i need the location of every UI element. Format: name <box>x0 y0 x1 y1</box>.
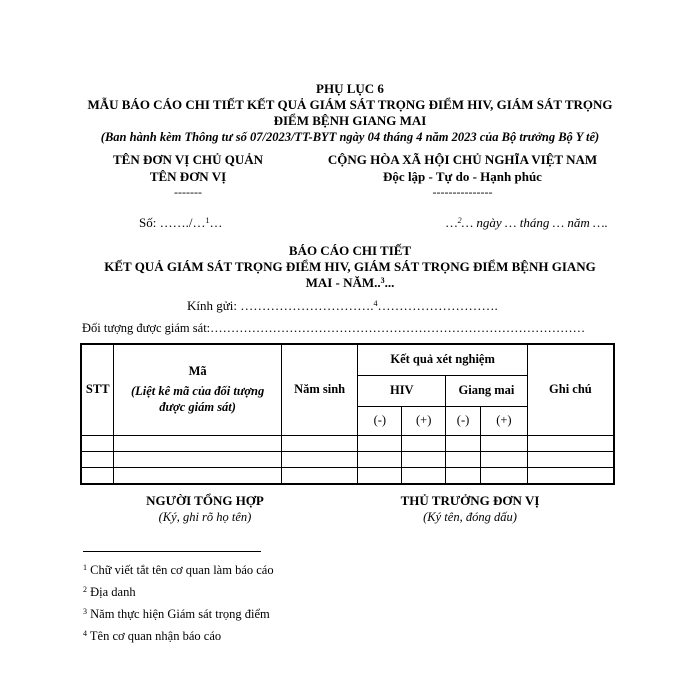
table-row <box>81 435 614 451</box>
form-subtitle-line2: ĐIỂM BỆNH GIANG MAI <box>273 113 427 128</box>
header-hiv-negative: (-) <box>358 406 402 435</box>
footnote: $^3$ Năm thực hiện Giám sát trọng điểm <box>83 607 270 621</box>
header-syphilis: Giang mai <box>446 375 528 406</box>
place-and-date: …$^2$… ngày … tháng … năm …. <box>446 215 608 230</box>
header-test-results: Kết quả xét nghiệm <box>358 344 527 375</box>
unit-name: TÊN ĐƠN VỊ <box>149 169 227 184</box>
monitored-subjects-line: Đối tượng được giám sát:……………………………………………………………………………… <box>82 321 586 335</box>
footnote: $^1$ Chữ viết tắt tên cơ quan làm báo cáo <box>83 563 274 577</box>
national-motto: Độc lập - Tự do - Hạnh phúc <box>383 169 542 184</box>
right-divider: --------------- <box>432 185 493 199</box>
recipient-line: Kính gửi: ………………………….$^4$………………………. <box>187 298 498 313</box>
report-title: BÁO CÁO CHI TIẾT <box>288 243 412 258</box>
footnote: $^4$ Tên cơ quan nhận báo cáo <box>83 629 222 643</box>
head-of-unit-title: THỦ TRƯỞNG ĐƠN VỊ <box>400 493 540 508</box>
header-hiv: HIV <box>358 375 446 406</box>
left-divider: ------- <box>174 185 202 199</box>
head-of-unit-note: (Ký tên, đóng dấu) <box>423 510 517 524</box>
results-table <box>80 343 615 485</box>
header-code-note: (Liệt kê mã của đối tượng được giám sát) <box>130 384 265 415</box>
parent-agency-name: TÊN ĐƠN VỊ CHỦ QUẢN <box>113 152 263 167</box>
header-code-title: Mã <box>188 364 207 379</box>
header-stt: STT <box>81 344 114 435</box>
table-header-row <box>81 344 614 375</box>
compiler-signature-title: NGƯỜI TỔNG HỢP <box>146 493 264 508</box>
header-code <box>114 344 281 435</box>
table-row <box>81 451 614 467</box>
footnote: $^2$ Địa danh <box>83 585 136 599</box>
header-syphilis-negative: (-) <box>446 406 481 435</box>
document-number: Số: ……./…$^1$… <box>139 215 223 230</box>
header-hiv-positive: (+) <box>402 406 446 435</box>
country-name: CỘNG HÒA XÃ HỘI CHỦ NGHĨA VIỆT NAM <box>327 152 598 167</box>
header-notes: Ghi chú <box>527 344 614 435</box>
report-heading-line3: MAI - NĂM..$^3$... <box>305 275 395 290</box>
appendix-title: PHỤ LỤC 6 <box>316 81 384 96</box>
compiler-signature-note: (Ký, ghi rõ họ tên) <box>158 510 252 524</box>
footnote-divider <box>83 551 261 552</box>
form-subtitle-line1: MẪU BÁO CÁO CHI TIẾT KẾT QUẢ GIÁM SÁT TRỌNG ĐIỂM HIV, GIÁM SÁT TRỌNG <box>87 97 613 112</box>
table-row <box>81 467 614 484</box>
report-heading-line2: KẾT QUẢ GIÁM SÁT TRỌNG ĐIỂM HIV, GIÁM SÁT TRỌNG ĐIỂM BỆNH GIANG <box>104 259 596 274</box>
header-birth-year: Năm sinh <box>281 344 358 435</box>
legal-note: (Ban hành kèm Thông tư số 07/2023/TT-BYT ngày 04 tháng 4 năm 2023 của Bộ trưởng Bộ Y tế) <box>100 130 600 144</box>
header-syphilis-positive: (+) <box>480 406 527 435</box>
